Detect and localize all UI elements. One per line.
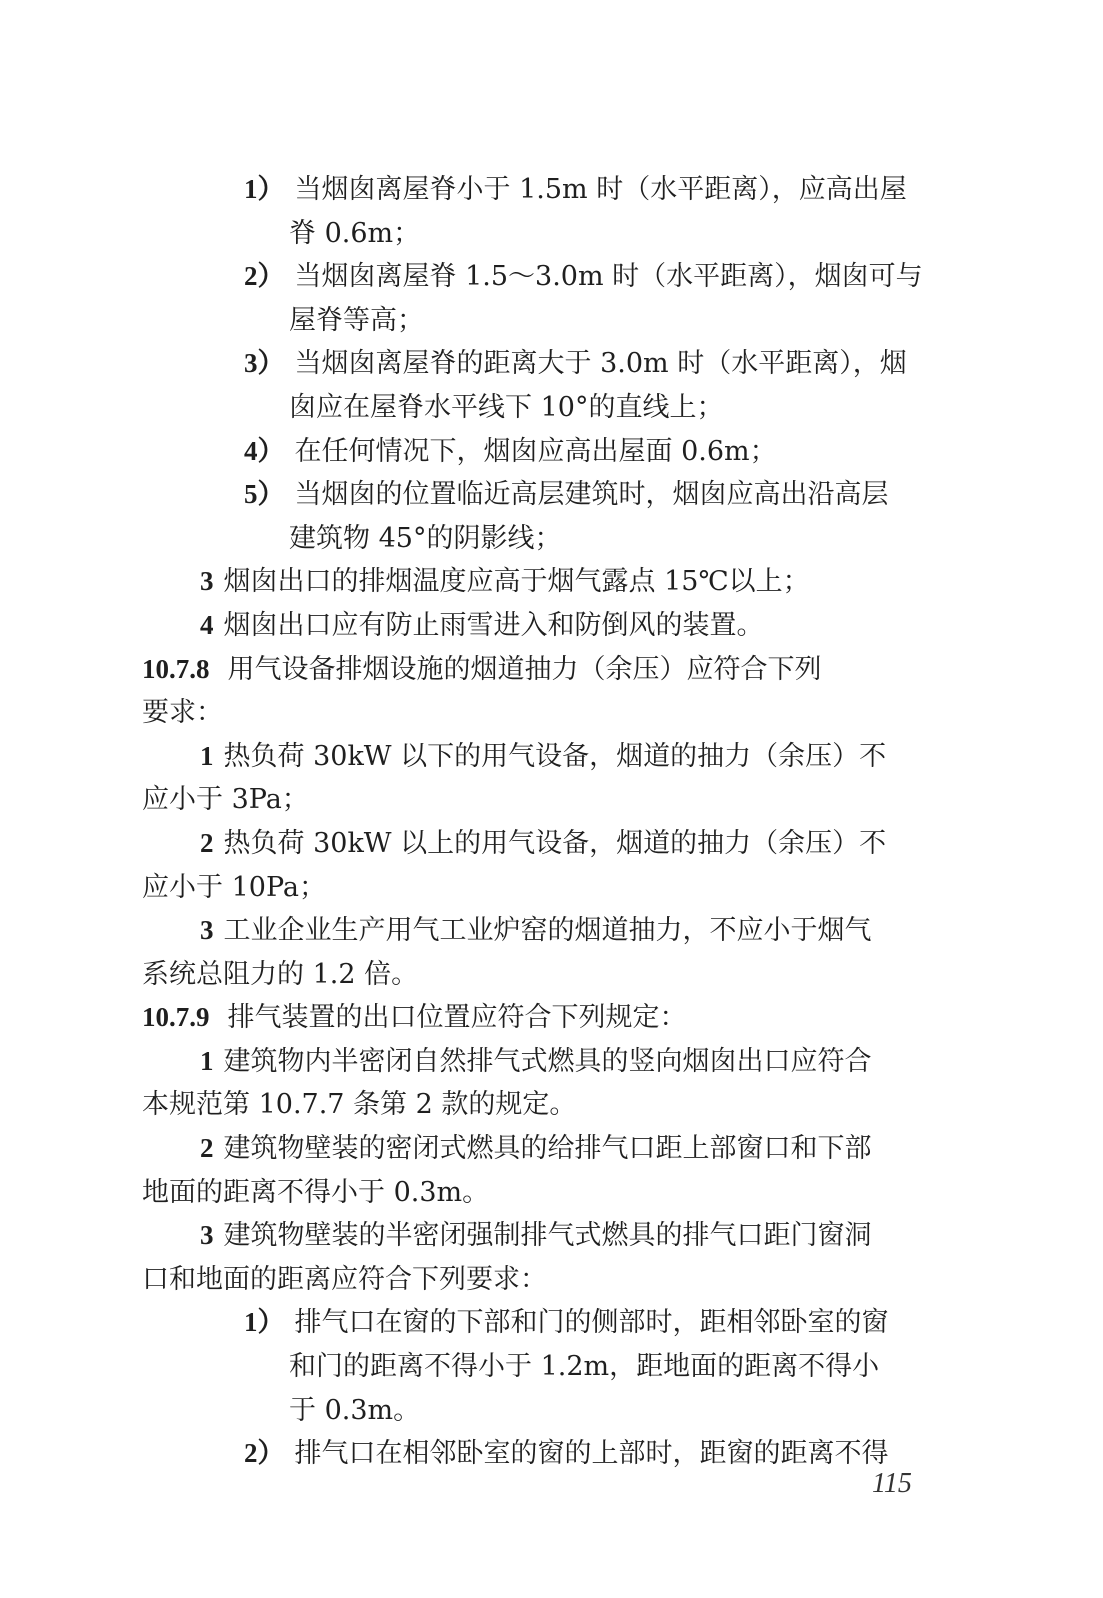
item-continuation: [142, 1258, 942, 1302]
item-text: 排气口在窗的下部和门的侧部时，距相邻卧室的窗: [294, 1307, 889, 1339]
clause-text: 排气装置的出口位置应符合下列规定：: [227, 1002, 687, 1034]
item-continuation: [142, 1345, 942, 1389]
item-text: 建筑物壁装的半密闭强制排气式燃具的排气口距门窗洞: [223, 1220, 872, 1252]
item-continuation: [142, 517, 942, 561]
item-text: 和门的距离不得小于 1.2m，距地面的距离不得小: [289, 1351, 880, 1383]
clause-text: 用气设备排烟设施的烟道抽力（余压）应符合下列: [227, 653, 822, 685]
item-text: 工业企业生产用气工业炉窑的烟道抽力，不应小于烟气: [223, 915, 872, 947]
item-text: 于 0.3m。: [289, 1394, 421, 1426]
item-number: 3: [200, 566, 214, 597]
item-continuation: [142, 386, 942, 430]
list-item-1: [142, 735, 942, 779]
item-continuation: [142, 1389, 942, 1433]
item-text: 本规范第 10.7.7 条第 2 款的规定。: [142, 1089, 577, 1121]
item-number: 1: [200, 740, 214, 771]
list-item-2: [142, 822, 942, 866]
item-text: 当烟囱离屋脊小于 1.5m 时（水平距离），应高出屋: [294, 174, 907, 205]
item-number: 3: [200, 915, 214, 946]
item-text: 烟囱出口应有防止雨雪进入和防倒风的装置。: [223, 609, 764, 641]
list-item-sub-2: [142, 255, 942, 299]
item-number: 2: [200, 1133, 214, 1164]
item-number: 4）: [244, 435, 285, 466]
item-text: 囱应在屋脊水平线下 10°的直线上；: [289, 391, 724, 423]
item-continuation: [142, 299, 942, 343]
item-text: 地面的距离不得小于 0.3m。: [142, 1176, 490, 1208]
item-text: 应小于 10Pa；: [142, 871, 326, 903]
item-text: 当烟囱离屋脊 1.5～3.0m 时（水平距离），烟囱可与: [294, 261, 923, 293]
list-item-1: [142, 1040, 942, 1084]
clause-number: 10.7.9: [142, 1002, 210, 1033]
clause-10-7-9: [142, 996, 942, 1040]
list-item-sub-2: [142, 1432, 942, 1476]
item-continuation: [142, 1083, 942, 1127]
item-text: 排气口在相邻卧室的窗的上部时，距窗的距离不得: [294, 1438, 889, 1470]
list-item-sub-5: [142, 473, 942, 517]
item-number: 2）: [244, 261, 285, 292]
list-item-sub-4: [142, 430, 942, 474]
item-text: 口和地面的距离应符合下列要求：: [142, 1263, 547, 1295]
item-text: 建筑物壁装的密闭式燃具的给排气口距上部窗口和下部: [223, 1133, 872, 1165]
clause-number: 10.7.8: [142, 653, 210, 684]
item-number: 1）: [244, 1307, 285, 1338]
item-text: 在任何情况下，烟囱应高出屋面 0.6m；: [294, 435, 777, 467]
list-item-3: [142, 1214, 942, 1258]
list-item-2: [142, 1127, 942, 1171]
item-text: 热负荷 30kW 以下的用气设备，烟道的抽力（余压）不: [223, 740, 887, 772]
list-item-sub-1: [142, 168, 942, 212]
item-text: 应小于 3Pa；: [142, 784, 309, 816]
document-body: [142, 168, 942, 1476]
item-number: 1）: [244, 174, 285, 204]
item-continuation: [142, 778, 942, 822]
item-number: 2: [200, 827, 214, 858]
item-continuation: [142, 953, 942, 997]
list-item-3: [142, 560, 942, 604]
item-text: 烟囱出口的排烟温度应高于烟气露点 15℃以上；: [223, 566, 810, 598]
list-item-sub-3: [142, 342, 942, 386]
item-text: 脊 0.6m；: [289, 217, 421, 249]
item-text: 建筑物内半密闭自然排气式燃具的竖向烟囱出口应符合: [223, 1045, 872, 1077]
item-number: 2）: [244, 1438, 285, 1469]
item-text: 当烟囱离屋脊的距离大于 3.0m 时（水平距离），烟: [294, 348, 907, 380]
clause-10-7-8: [142, 648, 942, 692]
list-item-sub-1: [142, 1301, 942, 1345]
item-continuation: [142, 866, 942, 910]
item-text: 屋脊等高；: [289, 304, 424, 336]
list-item-4: [142, 604, 942, 648]
item-number: 1: [200, 1045, 214, 1076]
item-continuation: [142, 1171, 942, 1215]
item-number: 3）: [244, 348, 285, 379]
item-text: 当烟囱的位置临近高层建筑时，烟囱应高出沿高层: [294, 479, 889, 511]
item-text: 热负荷 30kW 以上的用气设备，烟道的抽力（余压）不: [223, 827, 887, 859]
item-text: 系统总阻力的 1.2 倍。: [142, 958, 419, 990]
page-number: 115: [872, 1468, 912, 1499]
item-continuation: [142, 212, 942, 256]
clause-text: 要求：: [142, 697, 223, 729]
clause-continuation: [142, 691, 942, 735]
item-number: 3: [200, 1220, 214, 1251]
item-text: 建筑物 45°的阴影线；: [289, 522, 562, 554]
list-item-3: [142, 909, 942, 953]
item-number: 4: [200, 609, 214, 640]
item-number: 5）: [244, 479, 285, 510]
